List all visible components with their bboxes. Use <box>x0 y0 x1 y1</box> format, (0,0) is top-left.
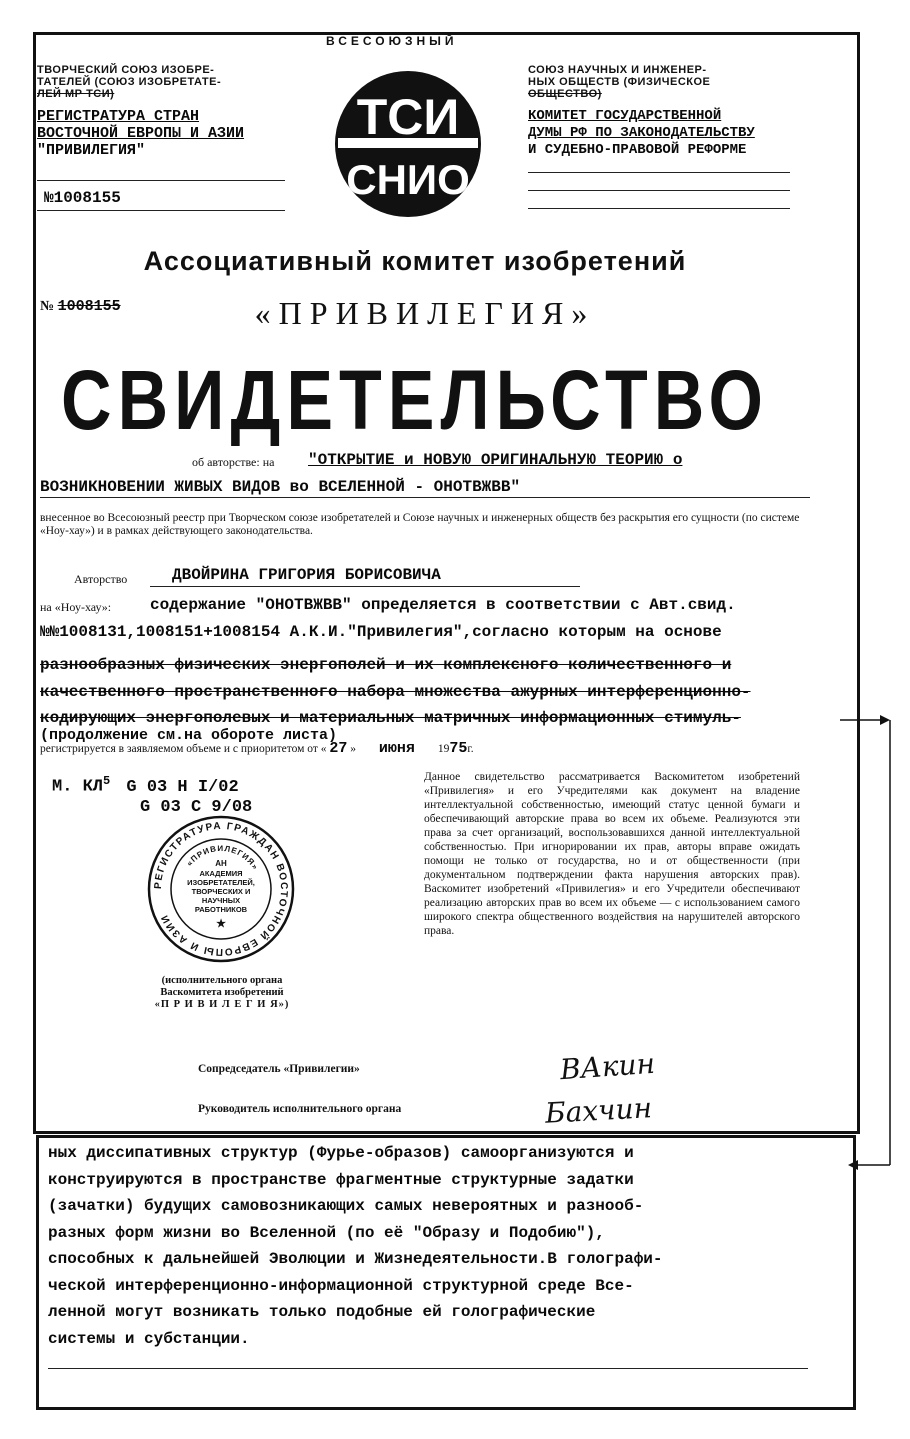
knowhow-line: качественного пространственного набора множества ажурных интерференционно- <box>40 683 751 701</box>
right-committee-line: И СУДЕБНО-ПРАВОВОЙ РЕФОРМЕ <box>528 142 747 158</box>
knowhow-line: разнообразных физических энергополей и их комплексного количественного и <box>40 656 732 674</box>
association-title: Ассоциативный комитет изобретений <box>143 246 687 276</box>
left-registry-line: "ПРИВИЛЕГИЯ" <box>37 142 146 159</box>
cochair-label: Сопредседатель «Привилегии» <box>198 1063 360 1075</box>
logo-bottom-text: СНИО <box>346 156 470 203</box>
left-org-line: ТАТЕЛЕЙ (СОЮЗ ИЗОБРЕТАТЕ- <box>37 76 222 88</box>
priority-day: 27 <box>329 740 348 757</box>
right-rule <box>528 190 790 191</box>
priority-prefix: регистрируется в заявляемом объеме и с приоритетом от « <box>40 743 327 755</box>
right-rule <box>528 172 790 173</box>
seal-caption <box>132 975 312 1011</box>
authorship-label: об авторстве: на <box>192 455 275 469</box>
author-label: Авторство <box>74 572 128 586</box>
number-value: 1008155 <box>57 298 121 315</box>
certificate-title: СВИДЕТЕЛЬСТВО <box>61 353 769 447</box>
seal-center-line: НАУЧНЫХ <box>201 896 241 905</box>
cochair-signature: ВАкин <box>558 1046 657 1087</box>
right-rule <box>528 208 790 209</box>
number-prefix: № <box>40 299 55 314</box>
continuation-line: разных форм жизни во Вселенной (по её "Образу и Подобию"), <box>48 1223 605 1242</box>
left-rule <box>37 210 285 211</box>
knowhow-line: кодирующих энергополевых и материальных матричных информационных стимуль- <box>40 709 741 727</box>
classification-superscript: 5 <box>103 774 111 788</box>
continuation-line: ных диссипативных структур (Фурье-образов) самоорганизуются и <box>48 1144 634 1162</box>
seal-inner-text: «ПРИВИЛЕГИЯ» <box>184 843 261 872</box>
logo-emblem <box>332 68 484 220</box>
seal-center-line: АН <box>215 859 227 868</box>
classification-label: М. КЛ <box>52 777 104 797</box>
knowhow-label: на «Ноу-хау»: <box>40 600 112 614</box>
privilege-title: «ПРИВИЛЕГИЯ» <box>254 295 596 331</box>
continuation-rule <box>48 1368 808 1369</box>
continuation-line: ленной могут возникать только подобные ей голографические <box>48 1303 596 1321</box>
left-registry-line: РЕГИСТРАТУРА СТРАН <box>37 108 200 125</box>
seal-center-line: ИЗОБРЕТАТЕЛЕЙ, <box>187 878 255 887</box>
continuation-line: конструируются в пространстве фрагментные структурные задатки <box>48 1170 634 1189</box>
arrow-head-top <box>880 715 890 725</box>
continuation-arrow <box>840 710 900 1180</box>
left-org-block <box>37 64 307 100</box>
right-org-line: СОЮЗ НАУЧНЫХ И ИНЖЕНЕР- <box>528 64 707 76</box>
authorship-line1: "ОТКРЫТИЕ и НОВУЮ ОРИГИНАЛЬНУЮ ТЕОРИЮ о <box>308 451 683 469</box>
priority-year: 75 <box>449 740 468 757</box>
seal-caption-line: «П Р И В И Л Е Г И Я») <box>154 999 290 1010</box>
seal-caption-line: (исполнительного органа <box>161 975 283 986</box>
left-registry-block <box>37 108 307 159</box>
classification-row <box>52 771 252 798</box>
seal-center-line: ТВОРЧЕСКИХ И <box>191 887 251 896</box>
logo-top-text: ТСИ <box>356 89 460 145</box>
exec-signature: Бахчин <box>544 1091 653 1130</box>
seal-center-line: РАБОТНИКОВ <box>194 905 248 914</box>
priority-month: июня <box>378 740 415 757</box>
priority-line <box>40 742 800 756</box>
seal-star-icon: ★ <box>216 918 226 930</box>
left-number: №1008155 <box>44 189 121 207</box>
classification <box>52 771 252 818</box>
seal-caption-line: Васкомитета изобретений <box>160 987 284 998</box>
right-org-block <box>528 64 828 100</box>
right-committee-block <box>528 108 848 159</box>
author-rule <box>150 586 580 587</box>
right-committee-line: ДУМЫ РФ ПО ЗАКОНОДАТЕЛЬСТВУ <box>528 125 755 141</box>
left-org-line: ТВОРЧЕСКИЙ СОЮЗ ИЗОБРЕ- <box>37 64 215 76</box>
priority-suffix: г. <box>467 743 474 755</box>
priority-mid: » <box>350 743 357 755</box>
continuation-text <box>48 1140 838 1352</box>
left-org-line: ЛЕЙ МР ТСИ) <box>37 88 115 100</box>
seal-center-line: АКАДЕМИЯ <box>199 869 243 878</box>
continuation-line: системы и субстанции. <box>48 1329 250 1348</box>
authorship-rule <box>40 497 810 498</box>
priority-year-prefix: 19 <box>437 743 450 755</box>
right-org-line: НЫХ ОБЩЕСТВ (ФИЗИЧЕСКОЕ <box>528 76 711 88</box>
top-word: ВСЕСОЮЗНЫЙ <box>326 34 458 48</box>
knowhow-continuation: (продолжение см.на обороте листа) <box>40 727 338 744</box>
authorship-line2: ВОЗНИКНОВЕНИИ ЖИВЫХ ВИДОВ во ВСЕЛЕННОЙ - ОНОТВЖВВ" <box>40 478 521 496</box>
seal-graphic <box>146 814 296 964</box>
registry-text: внесенное во Всесоюзный реестр при Творческом союзе изобретателей и Союзе научных и инженерных обществ без раскрытия его сущности (по системе «Ноу-хау») и в рамках действующего законодательства. <box>40 512 800 537</box>
logo <box>332 68 484 220</box>
exec-label: Руководитель исполнительного органа <box>198 1103 402 1115</box>
continuation-line: ческой интерференционно-информационной структурной среде Все- <box>48 1276 634 1295</box>
right-committee-line: КОМИТЕТ ГОСУДАРСТВЕННОЙ <box>528 108 722 124</box>
seal <box>146 814 296 964</box>
right-org-line: ОБЩЕСТВО) <box>528 88 602 100</box>
continuation-line: способных к дальнейшей Эволюции и Жизнедеятельности.В голографи- <box>48 1250 663 1268</box>
notice-text: Данное свидетельство рассматривается Васкомитетом изобретений «Привилегия» и его Учредителями как документ на владение интеллектуальной собственностью, имеющий статус ценной бумаги и обеспечивающий авторские права во всем их объеме. Реализуются эти права за счет организаций, воспользовавшихся данной интеллектуальной собственностью. При игнорировании их прав, авторы вправе ожидать помощи не только от государства, но и от общественности (при документальном подтверждении факта нарушения авторских прав). Васкомитет изобретений «Привилегия» и его Учредители обеспечивают реализацию авторских прав во всем их объеме — с использованием самого широкого спектра общественного воздействия на нарушителей авторского права. <box>424 771 800 937</box>
knowhow-line: №№1008131,1008151+1008154 А.К.И."Привилегия",согласно которым на основе <box>40 623 722 641</box>
continuation-line: (зачатки) будущих самовозникающих самых невероятных и разнооб- <box>48 1197 644 1215</box>
seal-center <box>187 859 255 930</box>
classification-code: G 03 H I/02 <box>126 777 239 797</box>
knowhow-line: содержание "ОНОТВЖВВ" определяется в соответствии с Авт.свид. <box>150 596 736 614</box>
classification-code: G 03 C 9/08 <box>140 797 253 817</box>
seal-ring-text: РЕГИСТРАТУРА ГРАЖДАН ВОСТОЧНОЙ ЕВРОПЫ И АЗИИ <box>152 820 290 958</box>
author-value: ДВОЙРИНА ГРИГОРИЯ БОРИСОВИЧА <box>172 566 441 584</box>
left-registry-line: ВОСТОЧНОЙ ЕВРОПЫ И АЗИИ <box>37 125 245 142</box>
left-rule <box>37 180 285 181</box>
